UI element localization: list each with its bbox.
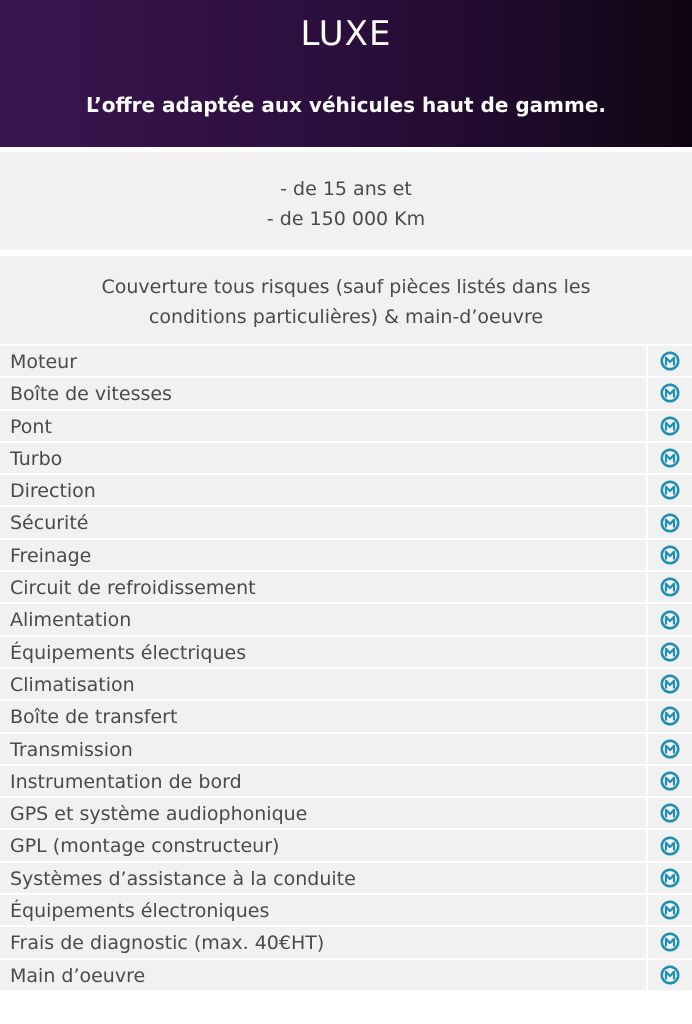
coverage-item-row xyxy=(0,572,692,604)
check-logo-icon xyxy=(660,448,680,468)
coverage-item-label: Circuit de refroidissement xyxy=(0,572,646,602)
coverage-line-1: Couverture tous risques (sauf pièces listés dans les xyxy=(101,276,591,298)
coverage-item-check xyxy=(648,540,692,570)
check-logo-icon xyxy=(660,642,680,662)
coverage-item-row xyxy=(0,475,692,507)
coverage-item-row xyxy=(0,734,692,766)
coverage-item-check xyxy=(648,734,692,764)
coverage-item-label: Transmission xyxy=(0,734,646,764)
check-logo-icon xyxy=(660,674,680,694)
check-logo-icon xyxy=(660,351,680,371)
eligibility-limits xyxy=(0,152,692,250)
check-logo-icon xyxy=(660,513,680,533)
coverage-item-check xyxy=(648,830,692,860)
coverage-item-row xyxy=(0,895,692,927)
coverage-item-row xyxy=(0,669,692,701)
coverage-item-check xyxy=(648,637,692,667)
coverage-item-label: Pont xyxy=(0,411,646,441)
coverage-item-label: Sécurité xyxy=(0,507,646,537)
coverage-item-check xyxy=(648,927,692,957)
check-logo-icon xyxy=(660,577,680,597)
check-logo-icon xyxy=(660,868,680,888)
coverage-item-check xyxy=(648,701,692,731)
check-logo-icon xyxy=(660,803,680,823)
coverage-item-row xyxy=(0,637,692,669)
limit-age: - de 15 ans et xyxy=(280,178,412,200)
check-logo-icon xyxy=(660,610,680,630)
coverage-item-label: Main d’oeuvre xyxy=(0,960,646,990)
check-logo-icon xyxy=(660,706,680,726)
check-logo-icon xyxy=(660,836,680,856)
check-logo-icon xyxy=(660,739,680,759)
coverage-item-check xyxy=(648,798,692,828)
coverage-item-label: Direction xyxy=(0,475,646,505)
coverage-item-check xyxy=(648,669,692,699)
coverage-item-label: Moteur xyxy=(0,346,646,376)
coverage-item-row xyxy=(0,604,692,636)
check-logo-icon xyxy=(660,480,680,500)
coverage-item-label: Instrumentation de bord xyxy=(0,766,646,796)
coverage-item-check xyxy=(648,411,692,441)
coverage-item-row xyxy=(0,830,692,862)
coverage-item-check xyxy=(648,507,692,537)
coverage-item-check xyxy=(648,604,692,634)
check-logo-icon xyxy=(660,900,680,920)
coverage-item-row xyxy=(0,346,692,378)
coverage-item-check xyxy=(648,766,692,796)
coverage-item-check xyxy=(648,863,692,893)
check-logo-icon xyxy=(660,932,680,952)
coverage-item-label: Équipements électriques xyxy=(0,637,646,667)
coverage-item-label: Frais de diagnostic (max. 40€HT) xyxy=(0,927,646,957)
coverage-item-label: Climatisation xyxy=(0,669,646,699)
coverage-description xyxy=(0,256,692,344)
check-logo-icon xyxy=(660,771,680,791)
check-logo-icon xyxy=(660,416,680,436)
coverage-line-2: conditions particulières) & main-d’oeuvre xyxy=(148,306,544,328)
coverage-item-label: Boîte de transfert xyxy=(0,701,646,731)
coverage-item-check xyxy=(648,475,692,505)
coverage-item-row xyxy=(0,507,692,539)
coverage-item-row xyxy=(0,960,692,992)
coverage-item-row xyxy=(0,927,692,959)
coverage-item-label: GPS et système audiophonique xyxy=(0,798,646,828)
coverage-item-label: Freinage xyxy=(0,540,646,570)
plan-subtitle: L’offre adaptée aux véhicules haut de gamme. xyxy=(85,93,607,117)
coverage-item-row xyxy=(0,411,692,443)
check-logo-icon xyxy=(660,965,680,985)
coverage-item-label: Boîte de vitesses xyxy=(0,378,646,408)
coverage-item-label: Turbo xyxy=(0,443,646,473)
coverage-item-row xyxy=(0,766,692,798)
coverage-item-list xyxy=(0,346,692,992)
coverage-item-label: Équipements électroniques xyxy=(0,895,646,925)
limit-mileage: - de 150 000 Km xyxy=(266,208,426,230)
coverage-item-check xyxy=(648,443,692,473)
coverage-item-row xyxy=(0,798,692,830)
coverage-item-row xyxy=(0,540,692,572)
check-logo-icon xyxy=(660,383,680,403)
coverage-item-row xyxy=(0,378,692,410)
coverage-item-check xyxy=(648,895,692,925)
coverage-item-check xyxy=(648,960,692,990)
coverage-item-check xyxy=(648,346,692,376)
coverage-item-label: Systèmes d’assistance à la conduite xyxy=(0,863,646,893)
coverage-item-label: GPL (montage constructeur) xyxy=(0,830,646,860)
plan-header xyxy=(0,0,692,147)
coverage-item-row xyxy=(0,863,692,895)
check-logo-icon xyxy=(660,545,680,565)
coverage-item-row xyxy=(0,443,692,475)
coverage-item-label: Alimentation xyxy=(0,604,646,634)
coverage-item-check xyxy=(648,572,692,602)
coverage-item-row xyxy=(0,701,692,733)
coverage-item-check xyxy=(648,378,692,408)
plan-title: LUXE xyxy=(300,14,392,54)
